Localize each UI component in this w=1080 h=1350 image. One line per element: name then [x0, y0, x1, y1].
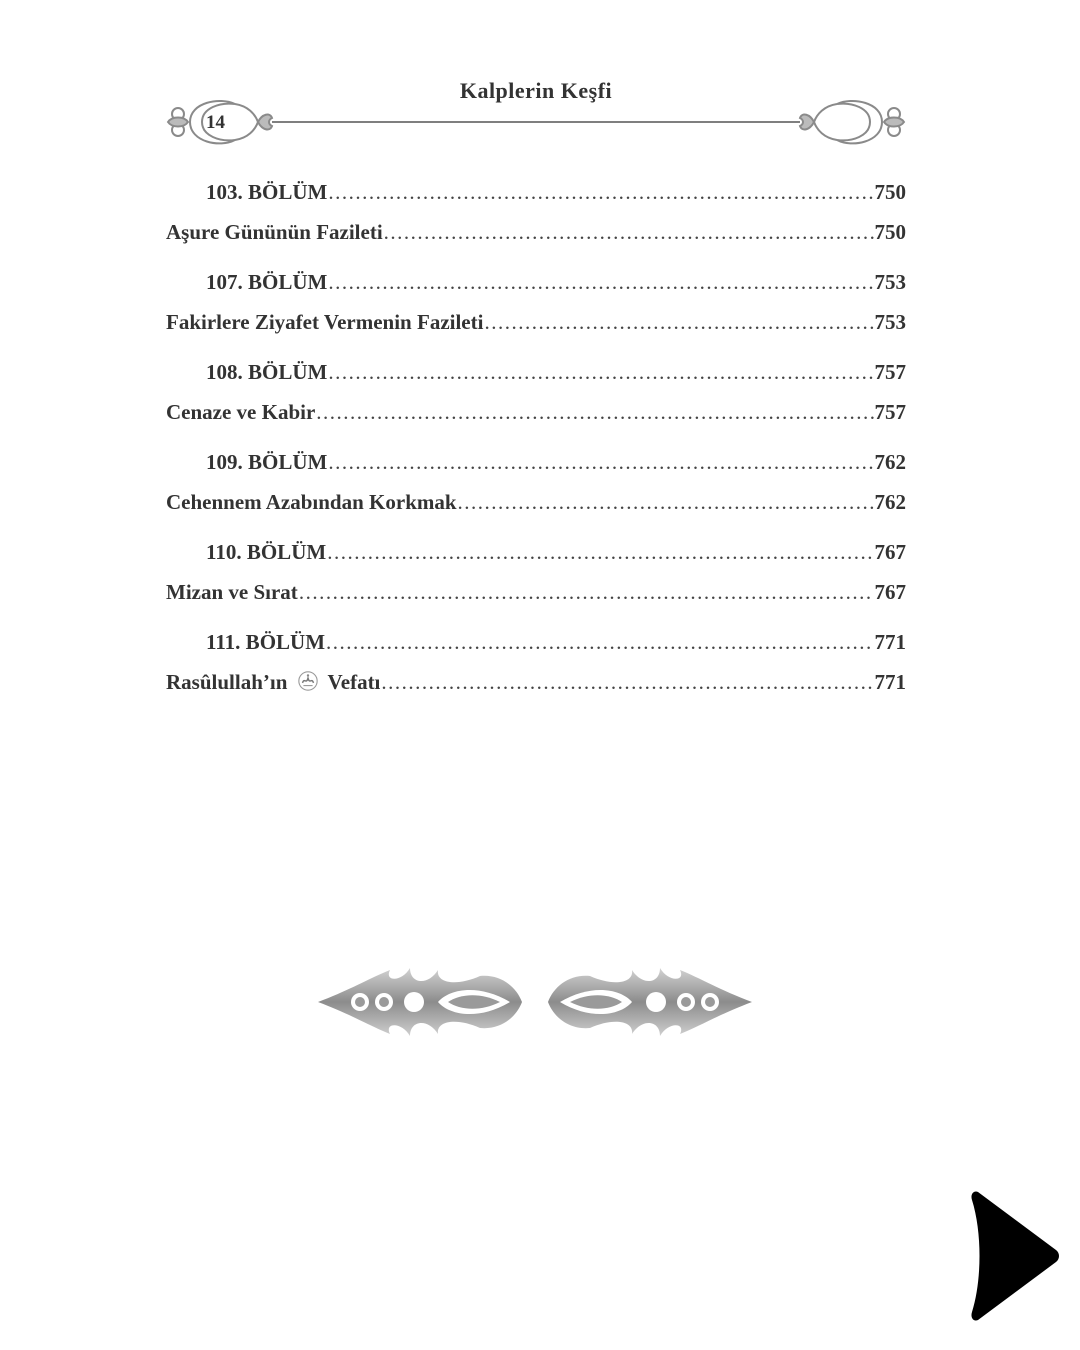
toc-chapter-label: 103. BÖLÜM	[206, 180, 328, 204]
toc-chapter-label: 111. BÖLÜM	[206, 630, 326, 654]
toc-page-number: 767	[874, 580, 906, 604]
ornament-divider-icon	[310, 960, 760, 1044]
page-header	[160, 70, 912, 160]
toc-chapter-row[interactable]	[166, 352, 906, 392]
toc-page-number: 750	[874, 220, 906, 244]
toc-group	[166, 262, 906, 342]
dot-leader	[316, 392, 873, 432]
toc-group	[166, 442, 906, 522]
dot-leader	[328, 262, 873, 302]
toc-title-label-after: Vefatı	[327, 670, 381, 694]
toc-chapter-label: 109. BÖLÜM	[206, 450, 328, 474]
dot-leader	[328, 442, 873, 482]
toc-chapter-label: 110. BÖLÜM	[206, 540, 327, 564]
toc-page-number: 757	[874, 360, 906, 384]
toc-page-number: 753	[874, 270, 906, 294]
toc-group	[166, 172, 906, 252]
toc-title-label: Cehennem Azabından Korkmak	[166, 490, 457, 514]
play-arrow-icon	[971, 1191, 1059, 1320]
toc-title-row[interactable]	[166, 302, 906, 342]
dot-leader	[484, 302, 873, 342]
dot-leader	[384, 212, 874, 252]
toc-chapter-row[interactable]	[166, 622, 906, 662]
dot-leader	[458, 482, 874, 522]
toc-chapter-row[interactable]	[166, 442, 906, 482]
toc-chapter-row[interactable]	[166, 262, 906, 302]
header-ornament-line	[160, 92, 912, 152]
toc-title-row[interactable]	[166, 212, 906, 252]
toc-chapter-row[interactable]	[166, 532, 906, 572]
dot-leader	[299, 572, 874, 612]
toc-chapter-label: 107. BÖLÜM	[206, 270, 328, 294]
toc-group	[166, 622, 906, 702]
toc-title-row[interactable]	[166, 572, 906, 612]
toc-title-label	[166, 662, 380, 702]
toc-page-number: 753	[874, 310, 906, 334]
toc-page-number: 762	[874, 490, 906, 514]
toc-page-number: 771	[874, 670, 906, 694]
page-number: 14	[206, 112, 225, 133]
toc-title-label: Cenaze ve Kabir	[166, 400, 316, 424]
book-title: Kalplerin Keşfi	[459, 78, 613, 103]
toc-title-label: Aşure Gününün Fazileti	[166, 220, 383, 244]
toc-page-number: 771	[874, 630, 906, 654]
toc-title-row[interactable]	[166, 482, 906, 522]
toc-page-number: 750	[874, 180, 906, 204]
next-page-button[interactable]	[966, 1186, 1062, 1326]
dot-leader	[326, 622, 873, 662]
toc-page-number: 762	[874, 450, 906, 474]
dot-leader	[381, 662, 873, 702]
dot-leader	[328, 352, 873, 392]
toc-title-label: Mizan ve Sırat	[166, 580, 298, 604]
toc-title-label-before: Rasûlullah’ın	[166, 670, 288, 694]
toc-page-number: 757	[874, 400, 906, 424]
dot-leader	[327, 532, 873, 572]
toc-chapter-label: 108. BÖLÜM	[206, 360, 328, 384]
toc-title-label: Fakirlere Ziyafet Vermenin Fazileti	[166, 310, 484, 334]
toc-group	[166, 532, 906, 612]
toc-title-row[interactable]	[166, 662, 906, 702]
dot-leader	[328, 172, 873, 212]
salawat-calligraphy-icon	[297, 670, 319, 692]
right-flourish-icon	[800, 101, 904, 143]
toc-group	[166, 352, 906, 432]
toc-page-number: 767	[874, 540, 906, 564]
toc-chapter-row[interactable]	[166, 172, 906, 212]
toc-title-row[interactable]	[166, 392, 906, 432]
table-of-contents	[166, 172, 906, 712]
